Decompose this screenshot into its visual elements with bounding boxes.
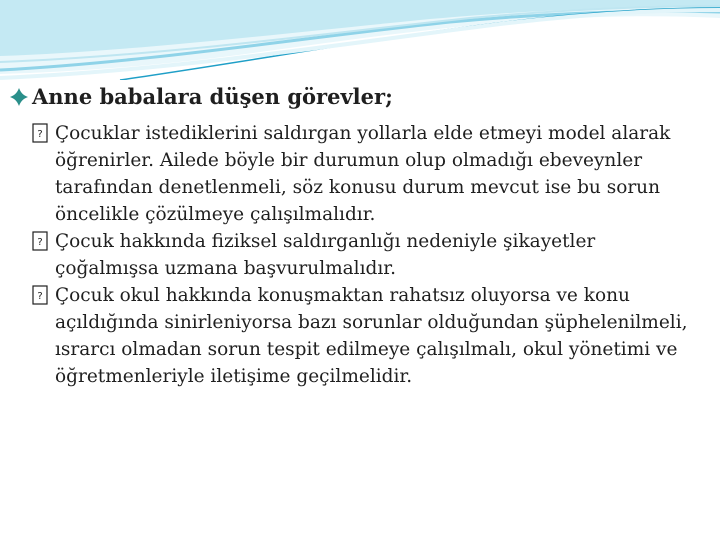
diamond-bullet-icon [8,86,30,108]
header-wave-decoration [0,0,720,80]
missing-glyph-bullet-icon [32,123,48,143]
missing-glyph-bullet-icon [32,231,48,251]
bullet-text-1: Çocuklar istediklerini saldırgan yollarla elde etmeyi model alarak öğrenirler. Ailede böyle bir durumun olup olmadığı ebeveynler tarafından denetlenmeli, söz konusu durum mevcut ise bu sorun öncelikle çözülmeye çalışılmalıdır. [55,123,671,225]
bullet-text-3: Çocuk okul hakkında konuşmaktan rahatsız oluyorsa ve konu açıldığında sinirleniyorsa bazı sorunlar olduğundan şüphelenilmeli, ısrarcı olmadan sorun tespit edilmeye çalışılmalı, okul yönetimi ve öğretmenleriyle iletişime geçilmelidir. [55,285,688,387]
bullet-list [32,120,704,390]
missing-glyph-bullet-icon [32,285,48,305]
svg-text:?: ? [37,237,43,248]
bullet-text-2: Çocuk hakkında fiziksel saldırganlığı nedeniyle şikayetler çoğalmışsa uzmana başvurulmalıdır. [55,231,596,279]
svg-text:?: ? [37,129,43,140]
svg-text:?: ? [37,291,43,302]
slide-title [8,84,393,109]
bullet-item-1 [32,120,704,228]
bullet-item-2 [32,228,704,282]
slide-title-text: Anne babalara düşen görevler; [32,84,393,109]
bullet-item-3 [32,282,704,390]
